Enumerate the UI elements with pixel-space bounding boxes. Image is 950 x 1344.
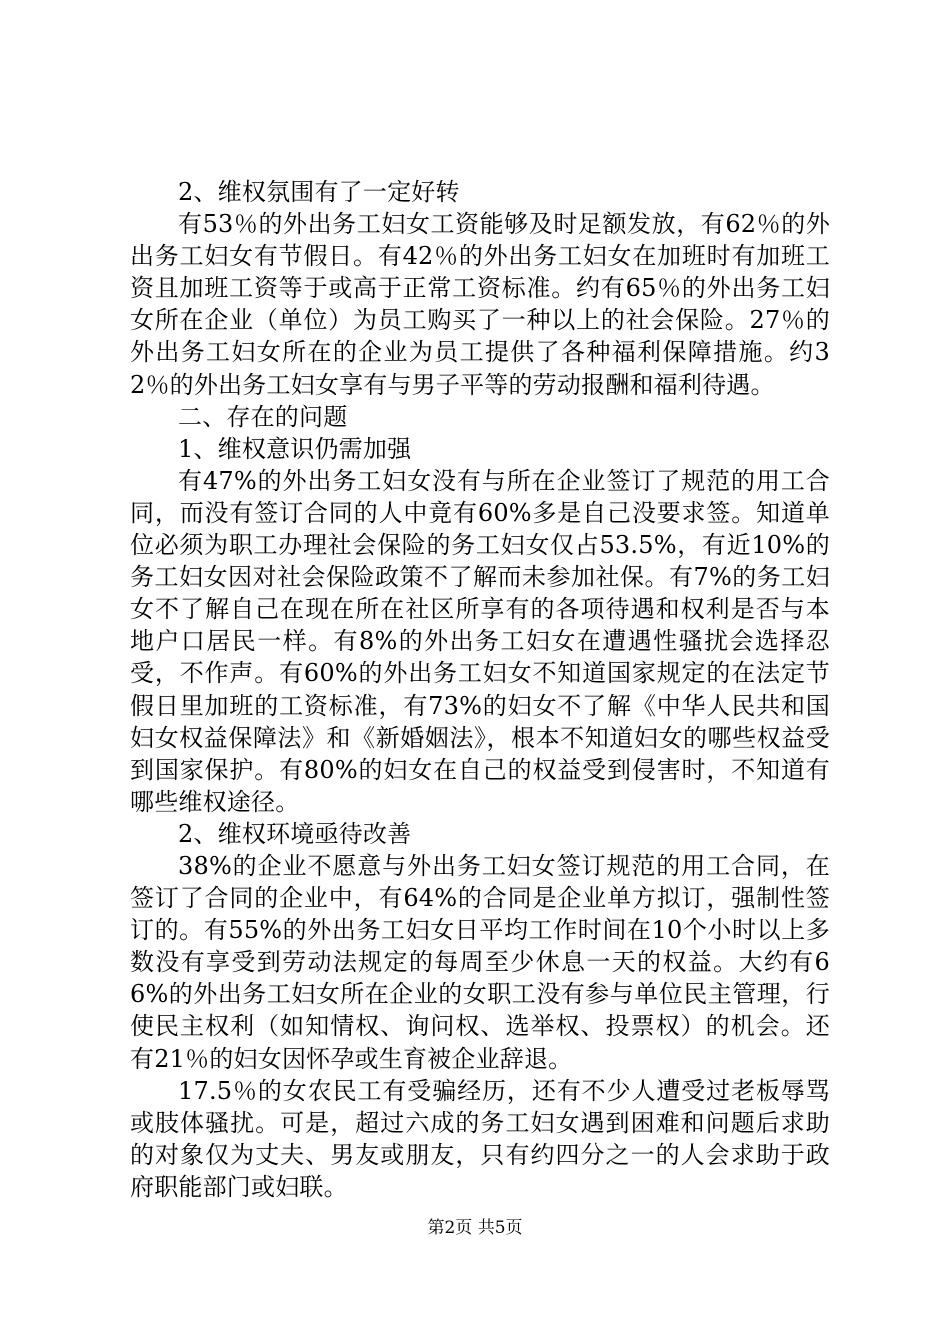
document-body bbox=[130, 176, 830, 1203]
paragraph-rights-environment: 38%的企业不愿意与外出务工妇女签订规范的用工合同，在签订了合同的企业中，有64%的合同是企业单方拟订，强制性签订的。有55%的外出务工妇女日平均工作时间在10个小时以上多数没有享受到劳动法规定的每周至少休息一天的权益。大约有66%的外出务工妇女所在企业的女职工没有参与单位民主管理，行使民主权利（如知情权、询问权、选举权、投票权）的机会。还有21％的妇女因怀孕或生育被企业辞退。 bbox=[130, 851, 830, 1073]
paragraph-rights-atmosphere: 有53％的外出务工妇女工资能够及时足额发放，有62％的外出务工妇女有节假日。有42％的外出务工妇女在加班时有加班工资且加班工资等于或高于正常工资标准。约有65％的外出务工妇女所在企业（单位）为员工购买了一种以上的社会保险。27％的外出务工妇女所在的企业为员工提供了各种福利保障措施。约32％的外出务工妇女享有与男子平等的劳动报酬和福利待遇。 bbox=[130, 210, 830, 399]
page-number-footer: 第2页 共5页 bbox=[427, 1218, 523, 1238]
paragraph-help-seeking: 17.5％的女农民工有受骗经历，还有不少人遭受过老板辱骂或肢体骚扰。可是，超过六成的务工妇女遇到困难和问题后求助的对象仅为丈夫、男友或朋友，只有约四分之一的人会求助于政府职能部门或妇联。 bbox=[130, 1076, 830, 1201]
paragraph-rights-awareness: 有47%的外出务工妇女没有与所在企业签订了规范的用工合同，而没有签订合同的人中竟有60%多是自己没要求签。知道单位必须为职工办理社会保险的务工妇女仅占53.5%，有近10%的务工妇女因对社会保险政策不了解而未参加社保。有7%的务工妇女不了解自己在现在所在社区所享有的各项待遇和权利是否与本地户口居民一样。有8%的外出务工妇女在遭遇性骚扰会选择忍受，不作声。有60%的外出务工妇女不知道国家规定的在法定节假日里加班的工资标准，有73%的妇女不了解《中华人民共和国妇女权益保障法》和《新婚姻法》，根本不知道妇女的哪些权益受到国家保护。有80%的妇女在自己的权益受到侵害时，不知道有哪些维权途径。 bbox=[130, 466, 830, 816]
section-heading-rights-awareness: 1、维权意识仍需加强 bbox=[178, 434, 412, 463]
section-heading-rights-environment: 2、维权环境亟待改善 bbox=[178, 819, 412, 848]
section-heading-existing-problems: 二、存在的问题 bbox=[178, 402, 348, 431]
section-heading-rights-atmosphere: 2、维权氛围有了一定好转 bbox=[178, 178, 460, 206]
